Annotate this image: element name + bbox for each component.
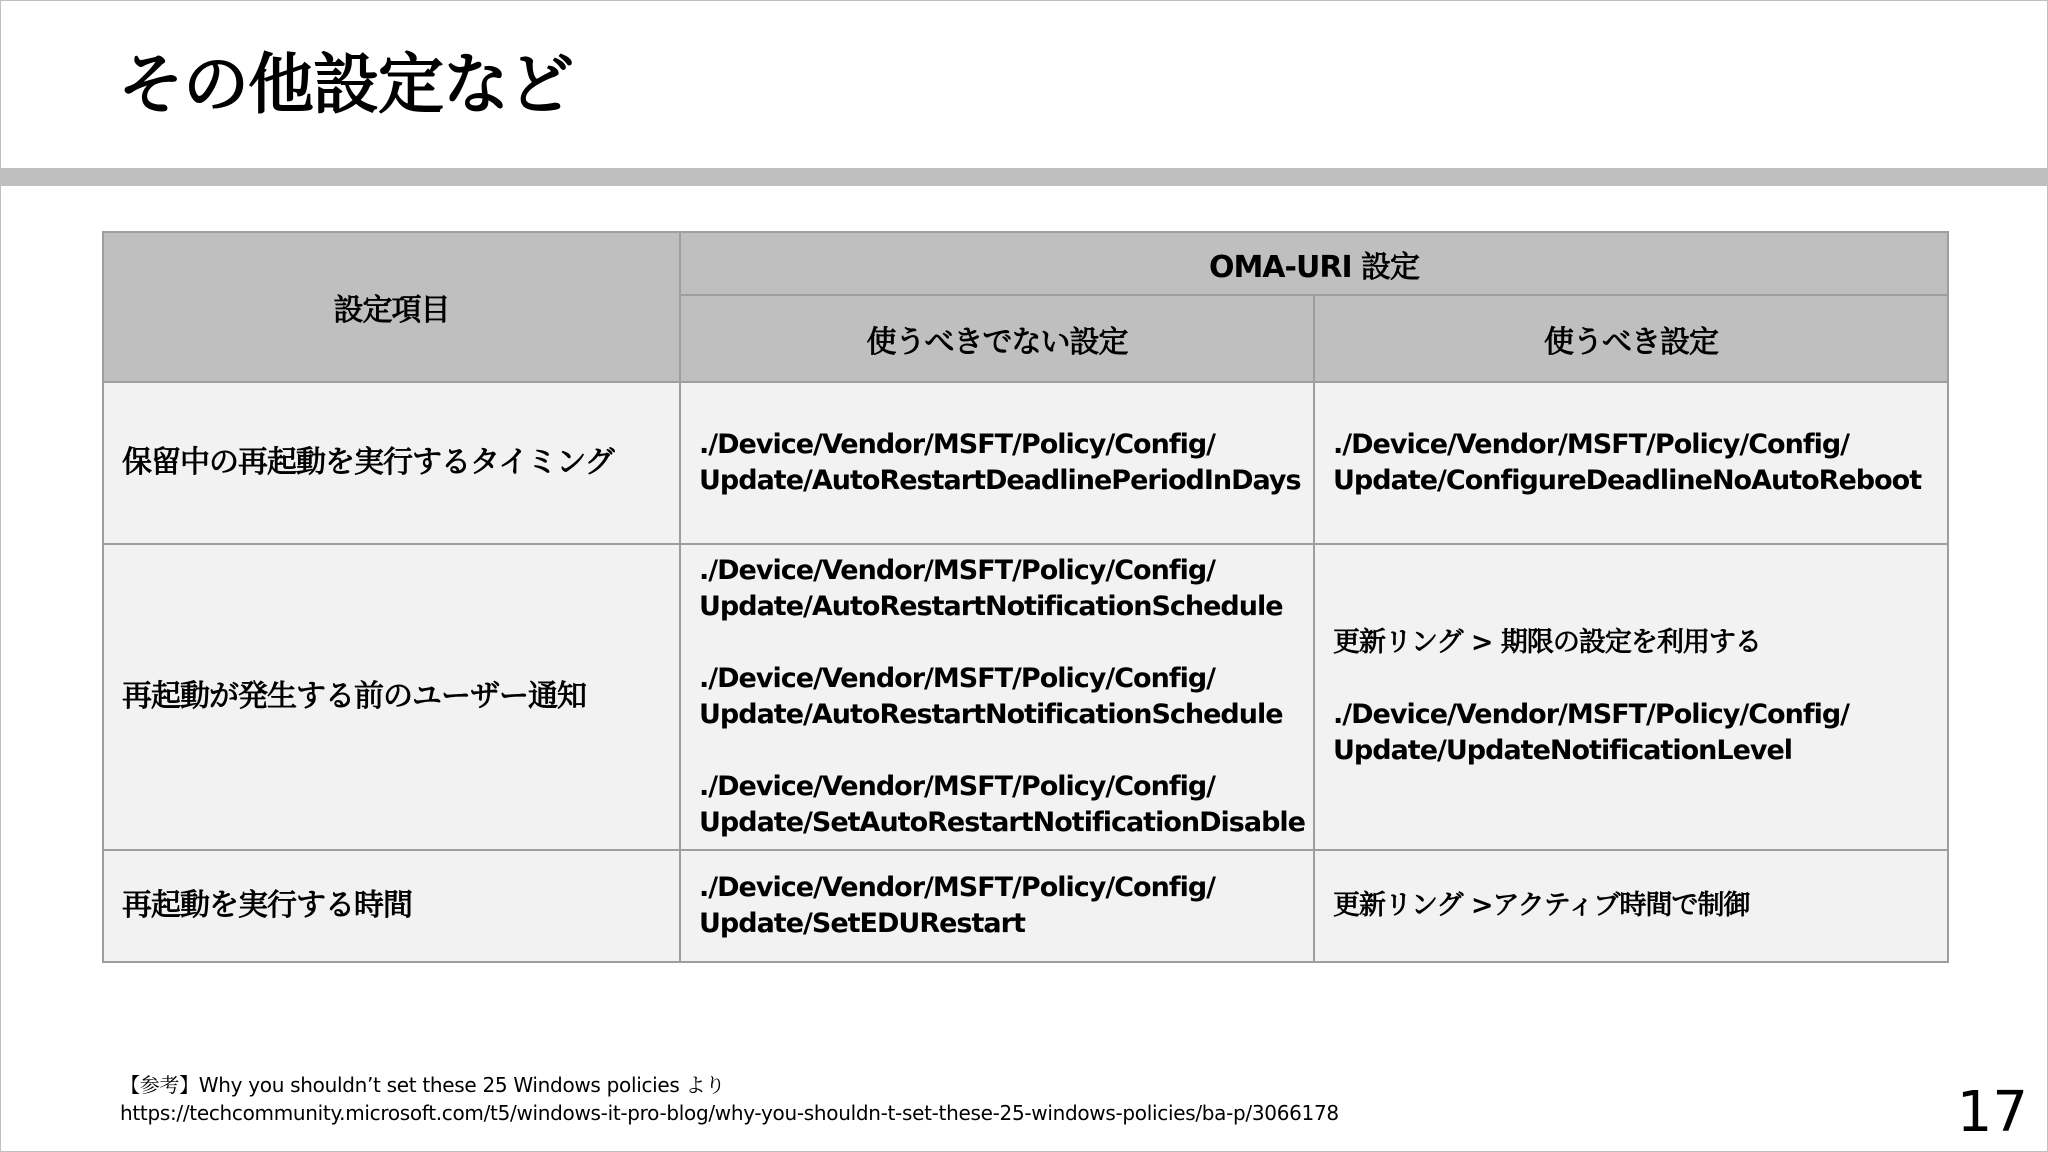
table-row bbox=[103, 850, 1948, 962]
row-item-label: 再起動を実行する時間 bbox=[103, 850, 680, 962]
reference-url: https://techcommunity.microsoft.com/t5/windows-it-pro-blog/why-you-shouldn-t-set-these-25-windows-policies/ba-p/3066178 bbox=[120, 1101, 1339, 1125]
cell-text: ./Device/Vendor/MSFT/Policy/Config/ bbox=[699, 771, 1216, 802]
row-avoid-cell bbox=[680, 544, 1314, 850]
table-row bbox=[103, 544, 1948, 850]
reference-note bbox=[120, 1071, 1339, 1127]
cell-text: Update/AutoRestartNotificationSchedule bbox=[699, 699, 1283, 730]
cell-text: ./Device/Vendor/MSFT/Policy/Config/ bbox=[699, 872, 1216, 903]
row-recommended-cell bbox=[1314, 850, 1948, 962]
cell-text: 更新リング > 期限の設定を利用する bbox=[1333, 627, 1761, 658]
settings-table bbox=[102, 231, 1949, 963]
cell-text: Update/AutoRestartNotificationSchedule bbox=[699, 591, 1283, 622]
reference-title: 【参考】Why you shouldn’t set these 25 Windows policies より bbox=[120, 1073, 725, 1097]
cell-text: Update/SetAutoRestartNotificationDisable bbox=[699, 807, 1305, 838]
row-recommended-cell bbox=[1314, 544, 1948, 850]
header-oma-uri: OMA-URI 設定 bbox=[680, 232, 1948, 295]
cell-text: 更新リング >アクティブ時間で制御 bbox=[1333, 890, 1750, 921]
table-header-row bbox=[103, 232, 1948, 295]
header-avoid-setting: 使うべきでない設定 bbox=[680, 295, 1314, 382]
row-avoid-cell bbox=[680, 850, 1314, 962]
row-recommended-cell bbox=[1314, 382, 1948, 544]
cell-text: ./Device/Vendor/MSFT/Policy/Config/ bbox=[1333, 699, 1850, 730]
slide-title: その他設定など bbox=[118, 46, 573, 123]
row-item-label: 保留中の再起動を実行するタイミング bbox=[103, 382, 680, 544]
header-recommended-setting: 使うべき設定 bbox=[1314, 295, 1948, 382]
table-row bbox=[103, 382, 1948, 544]
cell-spacer bbox=[1333, 661, 1929, 697]
title-divider-bar bbox=[0, 168, 2048, 186]
cell-text: Update/ConfigureDeadlineNoAutoReboot bbox=[1333, 465, 1922, 496]
cell-text: ./Device/Vendor/MSFT/Policy/Config/ bbox=[699, 429, 1216, 460]
cell-text: Update/AutoRestartDeadlinePeriodInDays bbox=[699, 465, 1301, 496]
cell-spacer bbox=[699, 625, 1295, 661]
row-avoid-cell bbox=[680, 382, 1314, 544]
header-setting-item: 設定項目 bbox=[103, 232, 680, 382]
row-item-label: 再起動が発生する前のユーザー通知 bbox=[103, 544, 680, 850]
cell-text: Update/SetEDURestart bbox=[699, 908, 1025, 939]
cell-spacer bbox=[699, 733, 1295, 769]
cell-text: Update/UpdateNotificationLevel bbox=[1333, 735, 1793, 766]
cell-text: ./Device/Vendor/MSFT/Policy/Config/ bbox=[1333, 429, 1850, 460]
page-number: 17 bbox=[1956, 1080, 2028, 1145]
cell-text: ./Device/Vendor/MSFT/Policy/Config/ bbox=[699, 663, 1216, 694]
cell-text: ./Device/Vendor/MSFT/Policy/Config/ bbox=[699, 555, 1216, 586]
